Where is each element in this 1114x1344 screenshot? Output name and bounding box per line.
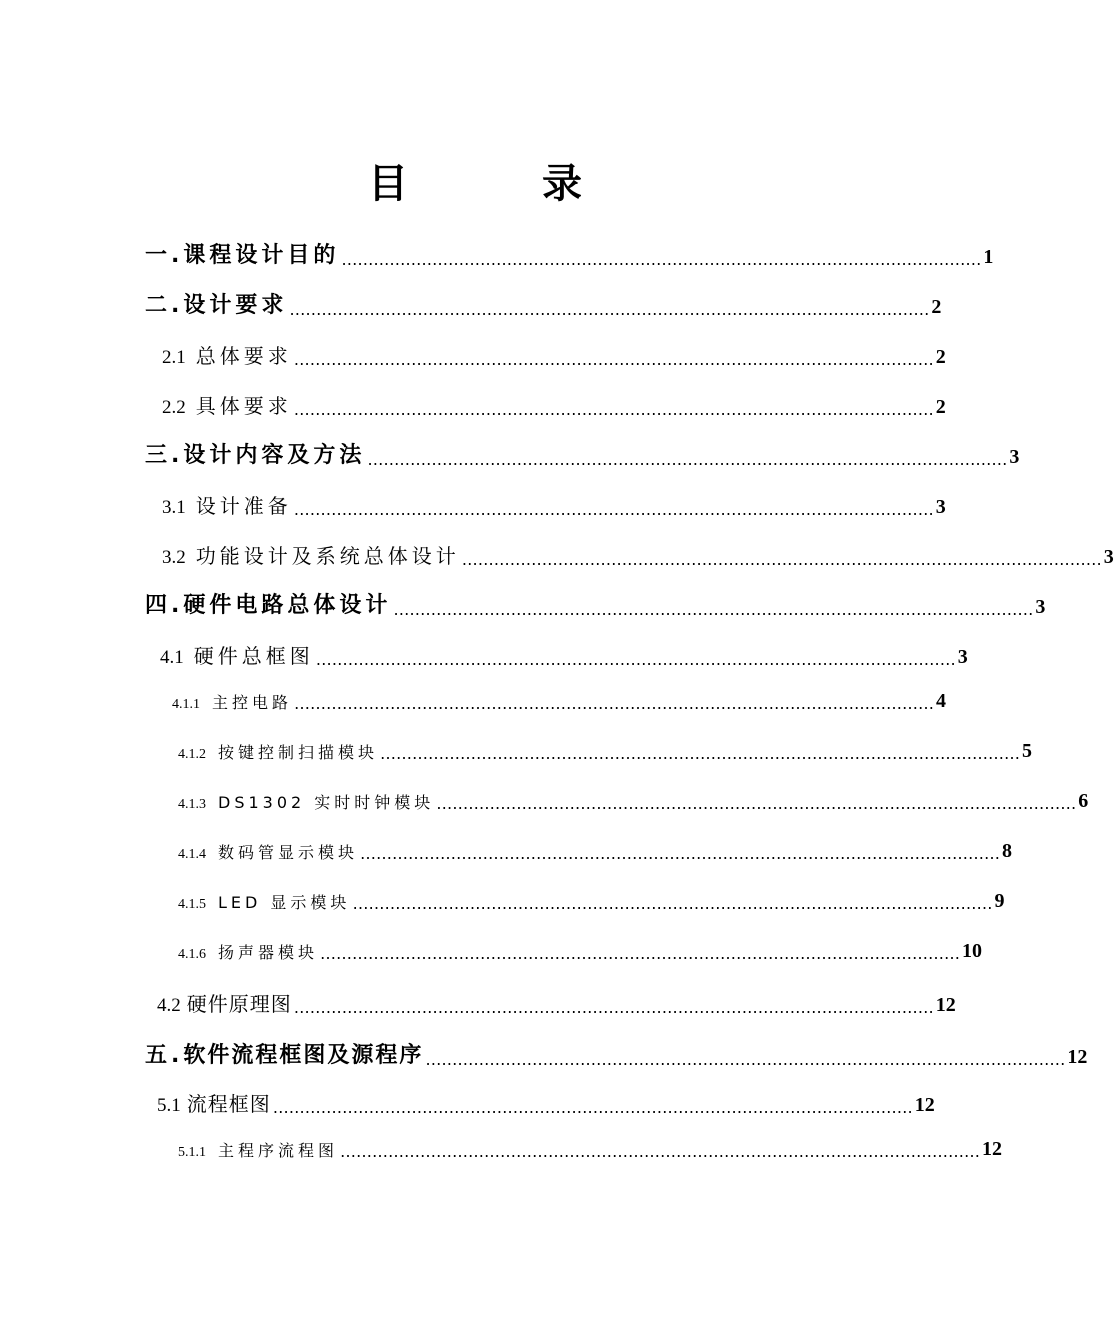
toc-entry[interactable] [178, 790, 1089, 813]
toc-label: 扬声器模块 [218, 943, 319, 962]
toc-label: 主程序流程图 [218, 1141, 339, 1160]
toc-number: 4.1.2 [178, 747, 206, 762]
toc-page-number: 9 [994, 890, 1005, 912]
toc-page-number: 3 [1103, 546, 1114, 568]
toc-entry[interactable] [162, 490, 946, 519]
toc-number: 2.1 [162, 347, 186, 368]
toc-label: 设计准备 [195, 494, 292, 518]
toc-label: 硬件电路总体设计 [183, 593, 392, 618]
toc-number: 4.1.4 [178, 847, 206, 862]
toc-page-number: 12 [935, 994, 956, 1016]
toc-page-number: 12 [982, 1138, 1003, 1160]
toc-label: 功能设计及系统总体设计 [195, 544, 460, 568]
toc-page-number: 5 [1022, 740, 1033, 762]
toc-number: 4.1.5 [178, 897, 206, 912]
toc-leader-dots: ………………………………………………………………………………………………………… [436, 794, 1077, 813]
toc-entry[interactable] [145, 438, 1020, 469]
toc-leader-dots: ………………………………………………………………………………………………………… [340, 1142, 981, 1161]
toc-leader-dots: ………………………………………………………………………………………………………… [380, 744, 1021, 763]
toc-label: 具体要求 [195, 394, 292, 418]
toc-page-number: 3 [1035, 596, 1046, 618]
toc-label: 设计内容及方法 [183, 443, 366, 468]
toc-page-number: 1 [983, 246, 994, 268]
toc-entry[interactable] [145, 238, 994, 269]
toc-leader-dots: ………………………………………………………………………………………………………… [341, 250, 982, 269]
toc-leader-dots: ………………………………………………………………………………………………………… [315, 650, 956, 669]
toc-leader-dots: ………………………………………………………………………………………………………… [293, 400, 934, 419]
toc-leader-dots: ………………………………………………………………………………………………………… [272, 1098, 913, 1117]
toc-page-number: 12 [914, 1094, 935, 1116]
toc-page-number: 2 [931, 296, 942, 318]
toc-entry[interactable] [178, 740, 1033, 763]
page-title: 目 录 [368, 161, 642, 207]
toc-entry[interactable] [162, 340, 946, 369]
toc-leader-dots: ………………………………………………………………………………………………………… [294, 694, 935, 713]
toc-label: 按键控制扫描模块 [218, 743, 379, 762]
toc-number: 4.1.3 [178, 797, 206, 812]
toc-page-number: 3 [935, 496, 946, 518]
toc-number: 二. [145, 293, 184, 318]
toc-number: 五. [145, 1043, 184, 1068]
toc-label: 数码管显示模块 [218, 843, 359, 862]
toc-leader-dots: ………………………………………………………………………………………………………… [461, 550, 1102, 569]
toc-label: 硬件原理图 [186, 992, 292, 1016]
toc-leader-dots: ………………………………………………………………………………………………………… [352, 894, 993, 913]
toc-page-number: 2 [935, 346, 946, 368]
toc-page-number: 10 [962, 940, 983, 962]
toc-leader-dots: ………………………………………………………………………………………………………… [293, 350, 934, 369]
toc-entry[interactable] [178, 890, 1005, 913]
toc-entry[interactable] [172, 690, 947, 713]
toc-label: 设计要求 [183, 293, 288, 318]
toc-number: 3.1 [162, 497, 186, 518]
toc-page-number: 3 [1009, 446, 1020, 468]
toc-number: 4.1 [160, 647, 184, 668]
toc-label: DS1302 实时时钟模块 [218, 793, 435, 812]
toc-entry[interactable] [160, 640, 968, 669]
toc-number: 4.2 [157, 995, 181, 1016]
toc-entry[interactable] [157, 1088, 935, 1117]
toc-entry[interactable] [178, 940, 983, 963]
toc-number: 4.1.6 [178, 947, 206, 962]
toc-number: 5.1.1 [178, 1145, 206, 1160]
toc-leader-dots: ………………………………………………………………………………………………………… [425, 1050, 1066, 1069]
toc-label: LED 显示模块 [218, 893, 351, 912]
toc-number: 3.2 [162, 547, 186, 568]
toc-label: 硬件总框图 [193, 644, 314, 668]
toc-page-number: 3 [957, 646, 968, 668]
toc-number: 5.1 [157, 1095, 181, 1116]
toc-entry[interactable] [145, 1038, 1088, 1069]
toc-page-number: 8 [1002, 840, 1013, 862]
toc-page-number: 6 [1078, 790, 1089, 812]
toc-number: 四. [145, 593, 184, 618]
toc-leader-dots: ………………………………………………………………………………………………………… [293, 500, 934, 519]
toc-entry[interactable] [178, 1138, 1003, 1161]
toc-label: 流程框图 [186, 1092, 271, 1116]
toc-label: 主控电路 [212, 693, 293, 712]
toc-number: 一. [145, 243, 184, 268]
toc-label: 软件流程框图及源程序 [183, 1043, 424, 1068]
toc-entry[interactable] [145, 588, 1046, 619]
toc-page-number: 4 [936, 690, 947, 712]
toc-label: 课程设计目的 [183, 243, 340, 268]
toc-page-number: 2 [935, 396, 946, 418]
toc-label: 总体要求 [195, 344, 292, 368]
toc-number: 三. [145, 443, 184, 468]
toc-number: 2.2 [162, 397, 186, 418]
toc-leader-dots: ………………………………………………………………………………………………………… [289, 300, 930, 319]
toc-entry[interactable] [162, 390, 946, 419]
toc-number: 4.1.1 [172, 697, 200, 712]
toc-entry[interactable] [162, 540, 1114, 569]
toc-entry[interactable] [157, 988, 956, 1017]
toc-leader-dots: ………………………………………………………………………………………………………… [360, 844, 1001, 863]
toc-leader-dots: ………………………………………………………………………………………………………… [320, 944, 961, 963]
toc-leader-dots: ………………………………………………………………………………………………………… [367, 450, 1008, 469]
toc-entry[interactable] [145, 288, 942, 319]
toc-leader-dots: ………………………………………………………………………………………………………… [293, 998, 934, 1017]
toc-page-number: 12 [1067, 1046, 1088, 1068]
toc-leader-dots: ………………………………………………………………………………………………………… [393, 600, 1034, 619]
toc-entry[interactable] [178, 840, 1013, 863]
